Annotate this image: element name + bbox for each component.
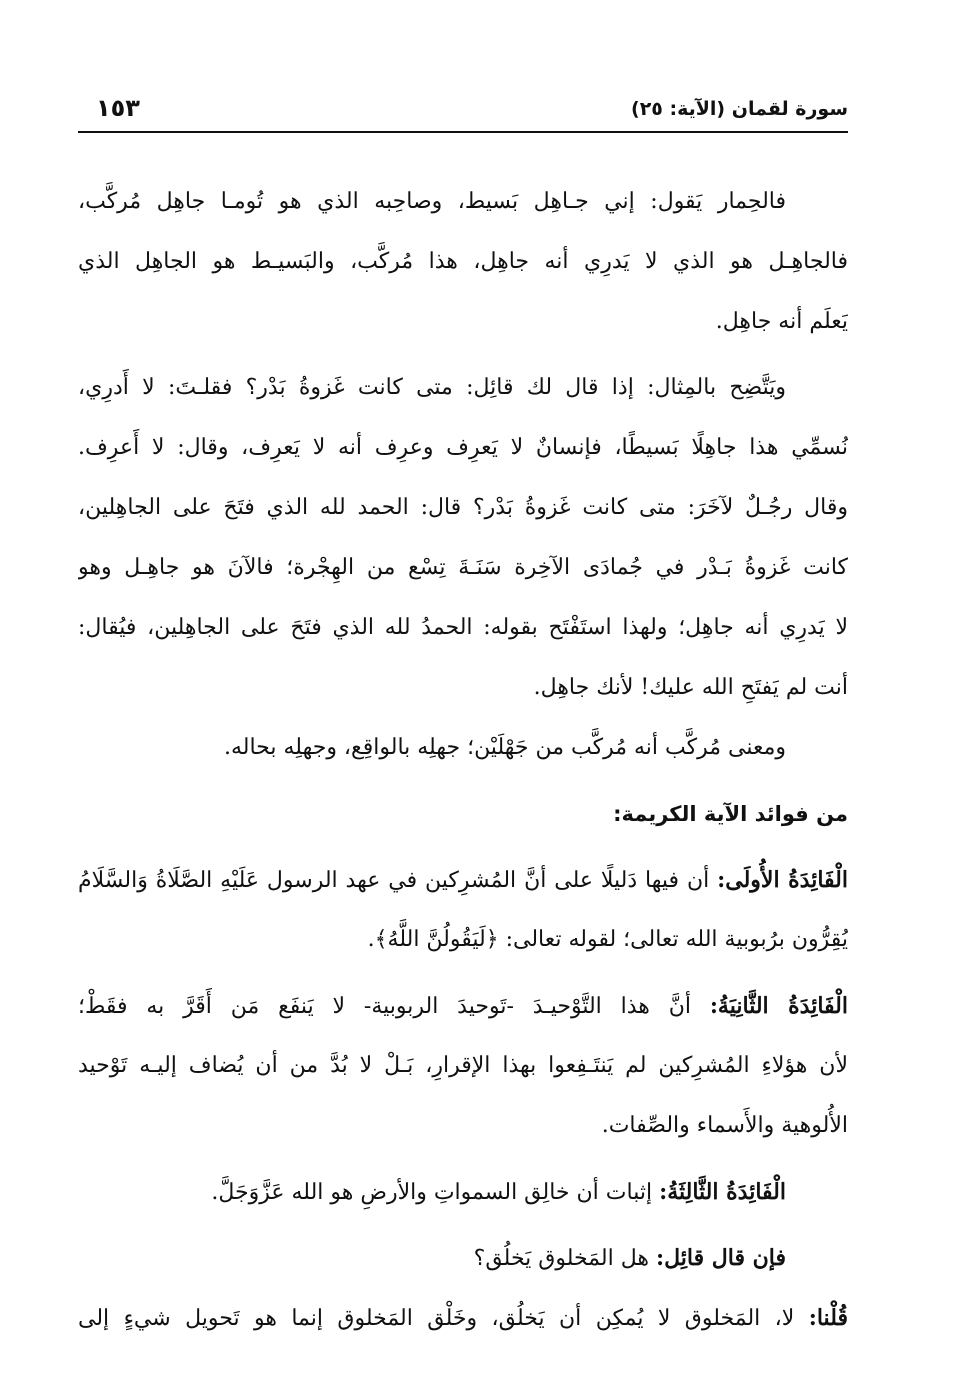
text-line: كانت غَزوةُ بَـدْر في جُمادَى الآخِرة سَنَـةَ تِسْع من الهِجْرة؛ فالآنَ هو جاهِـل وهو (78, 555, 848, 580)
text-line: الأُلوهية والأَسماء والصِّفات. (601, 1113, 848, 1138)
page-number: ١٥٣ (96, 94, 140, 122)
question-text: هل المَخلوق يَخلُق؟ (473, 1246, 656, 1271)
text-line: يَعلَم أنه جاهِل. (715, 309, 848, 334)
text-line (78, 1294, 848, 1354)
answer-label: قُلْنا: (808, 1305, 848, 1331)
text-line: ومعنى مُركَّب أنه مُركَّب من جَهْلَيْن؛ جهلِه بالواقِع، وجهلِه بحاله. (223, 735, 786, 760)
text-line: وقال رجُـلٌ لآخَرَ: متى كانت غَزوةُ بَدْر؟ قال: الحمد لله الذي فتَحَ على الجاهِلين، (78, 495, 848, 520)
benefit-2 (78, 982, 848, 1162)
header-rule (78, 131, 848, 133)
text-line (78, 1168, 848, 1228)
benefit-3 (78, 1168, 848, 1228)
text-line: ويَتَّضِح بالمِثال: إذا قال لك قائِل: متى كانت غَزوةُ بَدْر؟ فقلـتَ: لا أَدرِي، (78, 375, 786, 400)
paragraph-3 (78, 724, 848, 784)
benefit-label: الْفَائِدَةُ الثَّانِيَةُ: (709, 993, 848, 1019)
text-line: لأن هؤلاءِ المُشرِكين لم يَنتَـفِعوا بهذا الإقرارِ، بَـلْ لا بُدَّ من أن يُضاف إليـه تَوْحيد (78, 1053, 848, 1078)
answer (78, 1294, 848, 1354)
paragraph-1 (78, 178, 848, 358)
benefit-text: أنَّ هذا التَّوْحيـدَ -تَوحيدَ الربوبية- لا يَنفَع مَن أَقَرَّ به فقَطْ؛ (78, 994, 710, 1019)
text-line: فالحِمار يَقول: إني جـاهِل بَسيط، وصاحِبه الذي هو تُومـا جاهِل مُركَّب، (78, 189, 786, 214)
text-line: أنت لم يَفتَحِ الله عليك! لأنك جاهِل. (533, 675, 848, 700)
benefit-1 (78, 856, 848, 976)
text-line (78, 982, 848, 1042)
text-line: يُقِرُّون برُبوبية الله تعالى؛ لقوله تعالى: ﴿لَيَقُولُنَّ اللَّهُ﴾. (367, 927, 848, 952)
benefit-label: الْفَائِدَةُ الثَّالِثَةُ: (659, 1179, 786, 1205)
text-line: نُسمِّي هذا جاهِلًا بَسيطًا، فإنسانٌ لا يَعرِف وعرِف أنه لا يَعرِف، وقال: لا أَعرِف. (78, 435, 848, 460)
benefit-label: الْفَائِدَةُ الأُولَى: (717, 867, 848, 893)
text-line (78, 856, 848, 916)
paragraph-2 (78, 364, 848, 724)
question-label: فإن قال قائِل: (655, 1245, 786, 1271)
section-heading: من فوائد الآية الكريمة: (613, 802, 848, 826)
answer-text: لا، المَخلوق لا يُمكِن أن يَخلُق، وخَلْق المَخلوق إنما هو تَحويل شيءٍ إلى (78, 1306, 809, 1331)
page-header (78, 92, 848, 132)
benefit-text: أن فيها دَليلًا على أنَّ المُشرِكين في عهد الرسول عَلَيْهِ الصَّلَاةُ وَالسَّلَامُ (78, 868, 718, 893)
question (78, 1234, 848, 1294)
section-heading-block (78, 790, 848, 850)
running-head: سورة لقمان (الآية: ٢٥) (631, 98, 848, 120)
text-line (78, 1234, 848, 1294)
page-body (78, 178, 848, 1354)
benefit-text: إثبات أن خالِق السمواتِ والأرضِ هو الله عَزَّوَجَلَّ. (211, 1180, 660, 1205)
text-line: لا يَدرِي أنه جاهِل؛ ولهذا استَفْتَح بقوله: الحمدُ لله الذي فتَحَ على الجاهِلين، فيُقال: (78, 615, 848, 640)
text-line: فالجاهِـل هو الذي لا يَدرِي أنه جاهِل، هذا مُركَّب، والبَسيـط هو الجاهِل الذي (78, 249, 848, 274)
